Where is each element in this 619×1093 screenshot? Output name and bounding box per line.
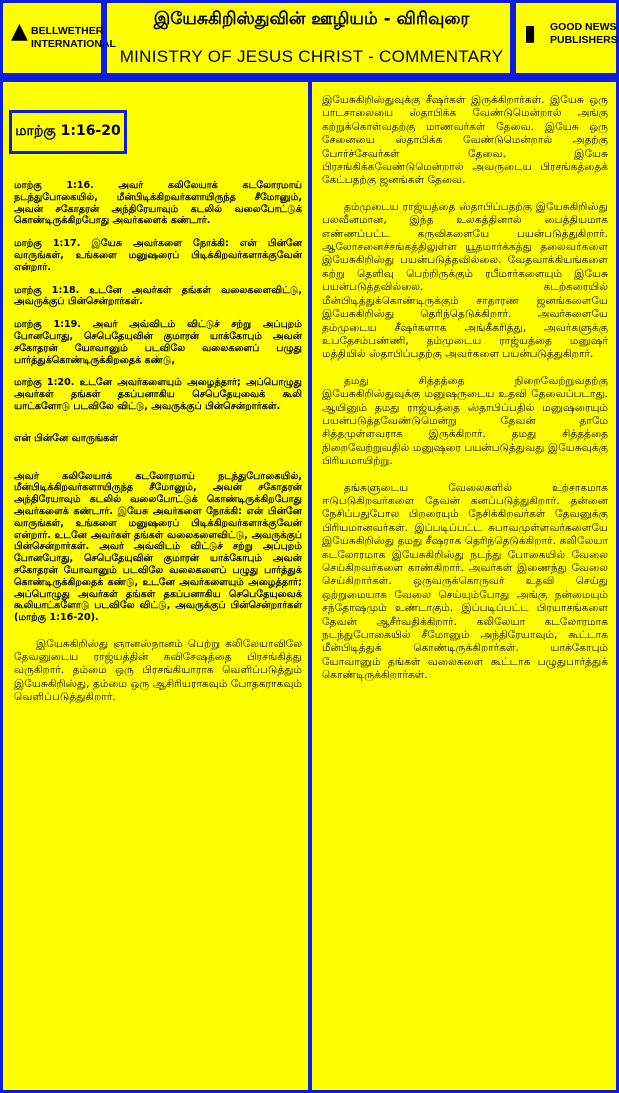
bell-icon: ▲: [11, 19, 28, 44]
bellwether-logo: BELLWETHER INTERNATIONAL: [31, 25, 116, 50]
section-heading: என் பின்னே வாருங்கள்: [14, 432, 118, 444]
passage-paragraph: அவர் கலிலேயாக் கடலோரமாய் நடந்துபோகையில், மீன்பிடிக்கிறவர்களாயிருந்த சீமோனும், அவன் சகோதரன் அந்திரேயாவும் கடலில் வலைபோட்டுக் கொண்டிருக்கிறபோது அவர்களைக் கண்டார். இயேசு அவர்களை நோக்கி: என் பின்னே வாருங்கள், உங்களை மனுஷரைப் பிடிக்கிறவர்களாக்குவேன் என்றார். உடனே அவர்கள் தங்கள் வலைகளைவிட்டு, அவருக்குப் பின்சென்றார்கள். அவர் அவ்விடம் விட்டுச் சற்று அப்புறம் போனபோது, செபெதேயுவின் குமாரன் யாக்கோபும் அவன் சகோதரன் யோவானும் படவிலே வலைகளைப் பழுது பார்த்துக் கொண்டிருக்கிறதைக் கண்டு, உடனே அவர்களையும் அழைத்தார்; அப்பொழுது அவர்கள் தங்கள் தகப்பனாகிய செபெதேயுவைக் கூலியாட்களோடு படவிலே விட்டு, அவருக்குப் பின்சென்றார்கள் (மாற்கு 1:16-20).: [14, 470, 302, 624]
verse-paragraph: மாற்கு 1:18. உடனே அவர்கள் தங்கள் வலைகளைவிட்டு, அவருக்குப் பின்சென்றார்கள்.: [14, 284, 302, 308]
publisher-logo-box-left: [0, 0, 116, 76]
header-title-box: [104, 0, 513, 76]
page-header: [0, 0, 619, 76]
good-news-logo: GOOD NEWS PUBLISHERS: [550, 21, 618, 46]
commentary-paragraph: தமது சித்தத்தை நிறைவேற்றுவதற்கு இயேசுகிறிஸ்துவுக்கு மனுஷருடைய உதவி தேவைப்படாது. ஆயினும் தமது ராஜ்யத்தை ஸ்தாபிப்பதில் மனுஷரையும் பயன்படுத்தவேண்டுமென்று தேவன் தாமே சித்தமுள்ளவராக இருக்கிறார். தமது சித்தத்தை நிறைவேற்றுவதில் மனுஷரை பயன்படுத்துவது இயேசுவுக்கு பிரியமாயிற்று.: [322, 374, 608, 468]
page-title-english: MINISTRY OF JESUS CHRIST - COMMENTARY: [119, 47, 504, 66]
book-icon: ▮: [524, 21, 537, 46]
commentary-paragraph: தம்முடைய ராஜ்யத்தை ஸ்தாபிப்பதற்கு இயேசுகிறிஸ்து பலவீனமான, இந்த உலகத்தினால் பைத்தியமாக எண்ணப்பட்ட கருவிகளையே பயன்படுத்துகிறார். ஆலோசனைச்சங்கத்திலுள்ள யூதமார்க்கத்து தலைவர்களை இயேசுகிறிஸ்து பயன்படுத்தவில்லை. வேதவாக்கியங்களை கற்று தெளிவு பெற்றிருக்கும் ரபீமார்களையும் இயேசு பயன்படுத்தவில்லை. கடற்கரையில் மீன்பிடித்துக்கொண்டிருக்கும் சாதாரண ஜனங்களையே இயேசுகிறிஸ்து தெரிந்தெடுக்கிறார். அவர்களையே தம்முடைய சீஷர்களாக அங்கீகரித்து, அவர்களுக்கு உபதேசம்பண்ணி, தம்முடைய ராஜ்யத்தை மனுஷர் மத்தியில் ஸ்தாபிப்பதற்கு அவர்களை பயன்படுத்துகிறார்.: [322, 200, 608, 361]
verse-paragraph: மாற்கு 1:16. அவர் கலிலேயாக் கடலோரமாய் நடந்துபோகையில், மீன்பிடிக்கிறவர்களாயிருந்த சீமோனும், அவன் சகோதரன் அந்திரேயாவும் கடலில் வலைபோட்டுக் கொண்டிருக்கிறபோது அவர்களைக் கண்டார்.: [14, 180, 302, 227]
column-divider: [308, 82, 312, 1093]
commentary-paragraph: தங்களுடைய வேலைகளில் உற்சாகமாக ஈடுபடுகிறவர்களை தேவன் கனப்படுத்துகிறார். தன்னை நேசிப்பதுபோல பிறரையும் நேசிக்கிறவர்கள் தேவனுக்கு பிரியமானவர்கள். இப்படிப்பட்ட சுபாவமுள்ளவர்களையே இயேசுகிறிஸ்து தமது சீஷராக தெரிந்தெடுக்கிறார். கலிலேயா கடலோரமாக இயேசுகிறிஸ்து நடந்து போகையில் வேலை செய்கிறவர்களை காண்கிறார். அவர்கள் இணைந்து வேலை செய்கிறார்கள். ஒருவருக்கொருவர் உதவி செய்து ஒற்றுமையாக வேலை செய்யும்போது அங்கு நன்மையும் சந்தோஷமும் உண்டாகும். இப்படிப்பட்ட பிரயாசங்களை தேவன் ஆசீர்வதிக்கிறார். கலிலேயா கடலோரமாக நடந்துபோகையில் சீமோனும் அந்திரேயாவும், கூட்டாக மீன்பிடித்துக் கொண்டிருக்கிறார்கள். யாக்கோபும் யோவானும் தங்கள் வலைகளை கூட்டாக பழுதுபார்த்துக் கொண்டிருக்கிறார்கள்.: [322, 481, 608, 682]
verse-paragraph: மாற்கு 1:20. உடனே அவர்களையும் அழைத்தார்; அப்பொழுது அவர்கள் தங்கள் தகப்பனாகிய செபெதேயுவைக் கூலி யாட்களோடு படவிலே விட்டு, அவருக்குப் பின்சென்றார்கள்.: [14, 377, 302, 412]
publisher-logo-box-right: [513, 0, 619, 76]
commentary-paragraph: இயேசுகிறிஸ்துவுக்கு சீஷர்கள் இருக்கிறார்கள். இயேசு ஒரு பாடசாலையை ஸ்தாபிக்க வேண்டுமென்றால் அங்கு கற்றுக்கொள்வதற்கு மாணவர்கள் தேவை. இயேசு ஒரு சேனையை ஸ்தாபிக்க வேண்டுமென்றால் அதற்கு போர்ச்சேவர்கள் தேவை. இயேசு பிரசங்கிக்கவேண்டுமென்றால் அவருடைய பிரசங்கத்தைக் கேட்பதற்கு ஜனங்கள் தேவை.: [322, 94, 608, 187]
verse-paragraph: மாற்கு 1:19. அவர் அவ்விடம் விட்டுச் சற்று அப்புறம் போனபோது, செபெதேயுவின் குமாரன் யாக்கோபும் அவன் சகோதரன் யோவானும் படவிலே வலைகளைப் பழுது பார்த்துக்கொண்டிருக்கிறதைக் கண்டு,: [14, 319, 302, 366]
left-column: [14, 180, 302, 715]
scripture-reference-box: [9, 110, 127, 154]
page-title-tamil: இயேசுகிறிஸ்துவின் ஊழியம் - விரிவுரை: [153, 9, 470, 29]
verse-paragraph: மாற்கு 1:17. இயேசு அவர்களை நோக்கி: என் பின்னே வாருங்கள், உங்களை மனுஷரைப் பிடிக்கிறவர்களாக்குவேன் என்றார்.: [14, 238, 302, 273]
scripture-reference: மாற்கு 1:16-20: [15, 123, 121, 139]
commentary-paragraph: இயேசுகிறிஸ்து ஞானஸ்நானம் பெற்று கலிலேயாவிலே தேவனுடைய ராஜ்யத்தின் சுவிசேஷத்தை பிரசங்கித்து வருகிறார். தம்மை ஒரு பிரசங்கியாராக வெளிப்படுத்தும் இயேசுகிறிஸ்து, தம்மை ஒரு ஆசிரியராகவும் போதகராகவும் வெளிப்படுத்துகிறார்.: [14, 637, 302, 703]
right-column: [322, 94, 608, 696]
